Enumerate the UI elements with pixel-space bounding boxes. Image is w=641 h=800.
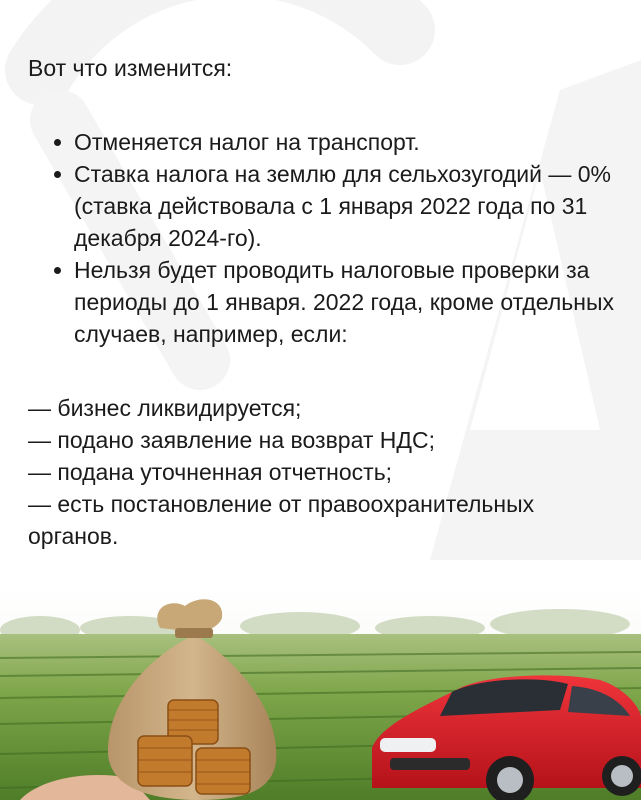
illustration-scene bbox=[0, 588, 641, 800]
changes-list bbox=[28, 126, 618, 350]
condition-law-enforcement: — есть постановление от правоохранительных органов. bbox=[28, 491, 535, 549]
list-item-tax-audits: Нельзя будет проводить налоговые проверки за периоды до 1 января. 2022 года, кроме отдельных случаев, например, если: bbox=[74, 254, 618, 350]
intro-heading: Вот что изменится: bbox=[28, 55, 233, 81]
condition-vat-refund: — подано заявление на возврат НДС; bbox=[28, 427, 435, 453]
condition-revised-reporting: — подана уточненная отчетность; bbox=[28, 459, 393, 485]
list-item-land-tax: Ставка налога на землю для сельхозугодий — 0% (ставка действовала с 1 января 2022 года по 31 декабря 2024-го). bbox=[74, 158, 618, 254]
main-text bbox=[28, 52, 618, 552]
condition-liquidation: — бизнес ликвидируется; bbox=[28, 395, 302, 421]
list-item-transport-tax: Отменяется налог на транспорт. bbox=[74, 126, 618, 158]
